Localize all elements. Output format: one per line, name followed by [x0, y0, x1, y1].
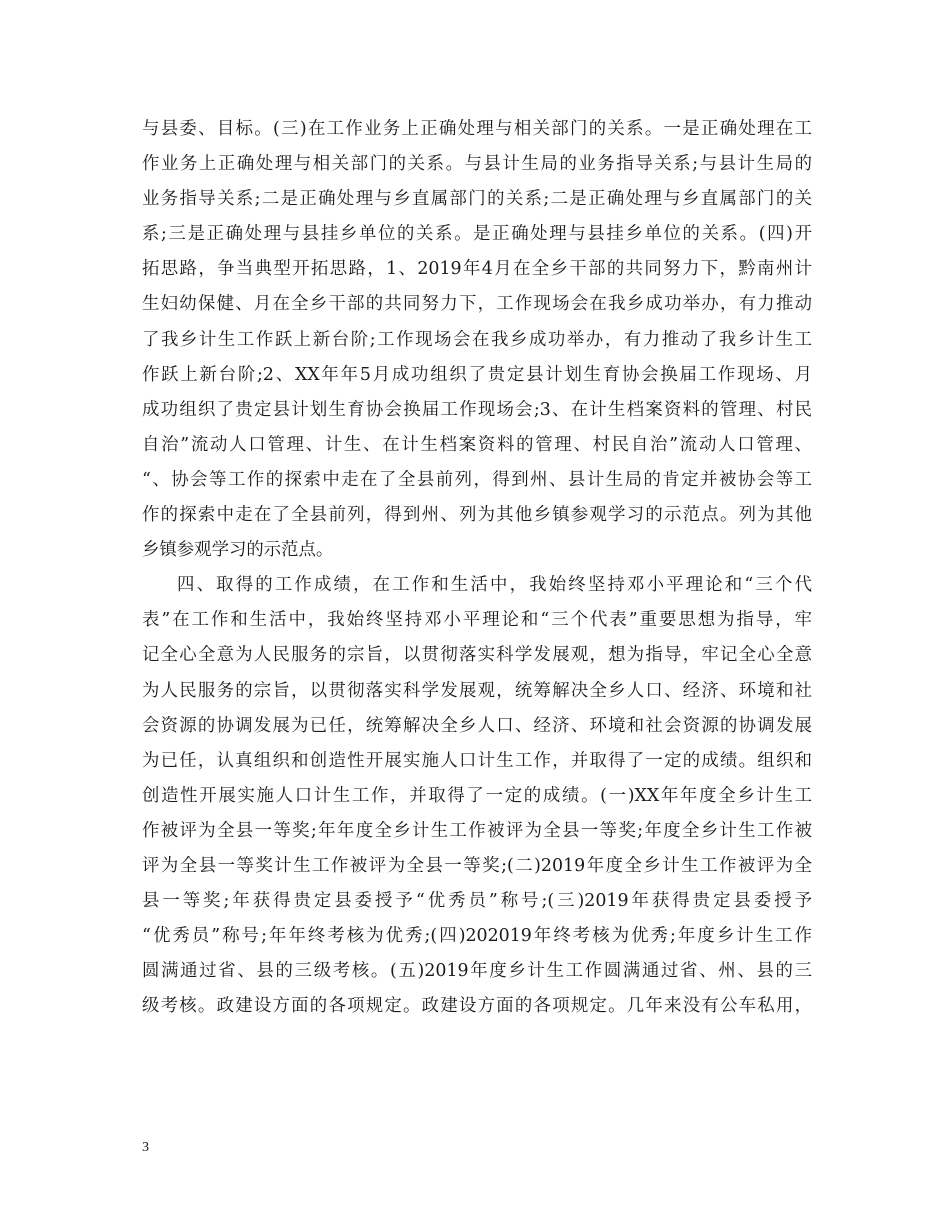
- text-line: 级考核。政建设方面的各项规定。政建设方面的各项规定。几年来没有公车私用，: [142, 996, 812, 1017]
- text-line: 为人民服务的宗旨，以贯彻落实科学发展观，统筹解决全乡人口、经济、环境和社: [142, 680, 812, 701]
- text-line: 业务指导关系;二是正确处理与乡直属部门的关系;二是正确处理与乡直属部门的关: [142, 189, 812, 210]
- text-line: 作被评为全县一等奖;年年度全乡计生工作被评为全县一等奖;年度全乡计生工作被: [142, 820, 812, 841]
- text-line: “优秀员”称号;年年终考核为优秀;(四)202019年终考核为优秀;年度乡计生工作: [142, 926, 812, 947]
- text-line: 记全心全意为人民服务的宗旨，以贯彻落实科学发展观，想为指导，牢记全心全意: [142, 645, 812, 666]
- text-line: 拓思路，争当典型开拓思路，1、2019年4月在全乡干部的共同努力下，黔南州计: [142, 259, 812, 280]
- text-line: 了我乡计生工作跃上新台阶;工作现场会在我乡成功举办，有力推动了我乡计生工: [142, 329, 812, 350]
- text-line: 作业务上正确处理与相关部门的关系。与县计生局的业务指导关系;与县计生局的: [142, 154, 812, 175]
- text-line: 成功组织了贵定县计划生育协会换届工作现场会;3、在计生档案资料的管理、村民: [142, 399, 812, 420]
- text-line: 创造性开展实施人口计生工作，并取得了一定的成绩。(一)XX年年度全乡计生工: [142, 785, 812, 806]
- text-line: 为已任，认真组织和创造性开展实施人口计生工作，并取得了一定的成绩。组织和: [142, 750, 812, 771]
- text-line: 县一等奖;年获得贵定县委授予“优秀员”称号;(三)2019年获得贵定县委授予: [142, 891, 812, 912]
- body-text: [142, 112, 812, 1024]
- text-line: 圆满通过省、县的三级考核。(五)2019年度乡计生工作圆满通过省、州、县的三: [142, 961, 812, 982]
- text-line: 评为全县一等奖计生工作被评为全县一等奖;(二)2019年度全乡计生工作被评为全: [142, 855, 812, 876]
- text-line: 作的探索中走在了全县前列，得到州、列为其他乡镇参观学习的示范点。列为其他: [142, 505, 812, 526]
- text-line: 自治”流动人口管理、计生、在计生档案资料的管理、村民自治”流动人口管理、: [142, 434, 812, 455]
- text-line: 与县委、目标。(三)在工作业务上正确处理与相关部门的关系。一是正确处理在工: [142, 119, 812, 139]
- text-line: 乡镇参观学习的示范点。: [142, 540, 334, 561]
- text-line: 四、取得的工作成绩，在工作和生活中，我始终坚持邓小平理论和“三个代: [177, 575, 812, 596]
- text-line: 作跃上新台阶;2、XX年年5月成功组织了贵定县计划生育协会换届工作现场、月: [142, 364, 812, 385]
- text-line: 生妇幼保健、月在全乡干部的共同努力下，工作现场会在我乡成功举办，有力推动: [142, 294, 812, 315]
- paragraph-2: [142, 568, 812, 1024]
- text-line: 系;三是正确处理与县挂乡单位的关系。是正确处理与县挂乡单位的关系。(四)开: [142, 224, 812, 245]
- text-line: 会资源的协调发展为已任，统筹解决全乡人口、经济、环境和社会资源的协调发展: [142, 715, 812, 736]
- text-line: “、协会等工作的探索中走在了全县前列，得到州、县计生局的肯定并被协会等工: [142, 469, 812, 490]
- page-number: 3: [142, 1140, 149, 1155]
- text-line: 表”在工作和生活中，我始终坚持邓小平理论和“三个代表”重要思想为指导，牢: [142, 610, 812, 631]
- paragraph-1: [142, 112, 812, 568]
